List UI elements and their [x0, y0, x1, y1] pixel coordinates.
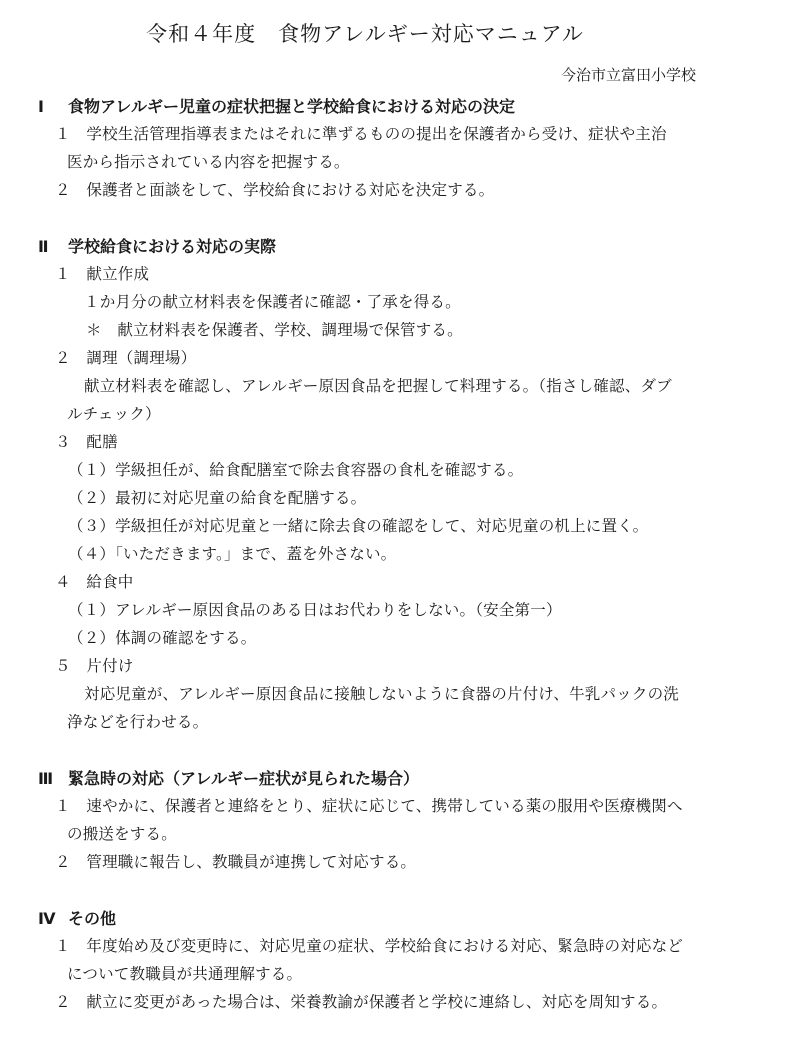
section-line: 献立材料表を確認し、アレルギー原因食品を把握して料理する。（指さし確認、ダブ — [84, 377, 672, 395]
section-line: ２ 保護者と面談をして、学校給食における対応を決定する。 — [55, 181, 495, 199]
section-line: （２）最初に対応児童の給食を配膳する。 — [68, 489, 367, 507]
section-title: その他 — [68, 909, 117, 928]
section-line: ２ 管理職に報告し、教職員が連携して対応する。 — [55, 853, 417, 871]
section-heading-1 — [38, 94, 515, 117]
section-line: １ 年度始め及び変更時に、対応児童の症状、学校給食における対応、緊急時の対応など — [55, 937, 684, 955]
section-line: １か月分の献立材料表を保護者に確認・了承を得る。 — [84, 293, 461, 311]
section-line: （１）学級担任が、給食配膳室で除去食容器の食札を確認する。 — [68, 461, 524, 479]
section-line: ３ 配膳 — [55, 433, 118, 451]
section-number: Ⅰ — [38, 97, 44, 116]
section-line: １ 速やかに、保護者と連絡をとり、症状に応じて、携帯している薬の服用や医療機関へ — [55, 797, 683, 815]
school-name: 今治市立富田小学校 — [560, 66, 696, 84]
section-line: 医から指示されている内容を把握する。 — [67, 153, 350, 171]
section-heading-4 — [38, 906, 116, 929]
section-line: （３）学級担任が対応児童と一緒に除去食の確認をして、対応児童の机上に置く。 — [68, 517, 649, 535]
section-title: 食物アレルギー児童の症状把握と学校給食における対応の決定 — [68, 97, 515, 116]
section-number: Ⅳ — [38, 909, 56, 928]
section-heading-2 — [38, 234, 276, 257]
section-line: 対応児童が、アレルギー原因食品に接触しないように食器の片付け、牛乳パックの洗 — [84, 685, 679, 703]
section-number: Ⅲ — [38, 769, 54, 788]
section-heading-3 — [38, 766, 419, 789]
section-number: Ⅱ — [38, 237, 49, 256]
section-line: （４）「いただきます。」まで、蓋を外さない。 — [68, 545, 397, 563]
section-line: 浄などを行わせる。 — [67, 713, 209, 731]
section-line: （１）アレルギー原因食品のある日はお代わりをしない。（安全第一） — [68, 601, 562, 619]
section-title: 緊急時の対応（アレルギー症状が見られた場合） — [68, 769, 419, 788]
section-line: ＊ 献立材料表を保護者、学校、調理場で保管する。 — [86, 321, 463, 339]
section-line: ５ 片付け — [55, 657, 134, 675]
section-line: ２ 献立に変更があった場合は、栄養教諭が保護者と学校に連絡し、対応を周知する。 — [55, 993, 668, 1011]
section-line: １ 献立作成 — [55, 265, 150, 283]
section-line: １ 学校生活管理指導表またはそれに準ずるものの提出を保護者から受け、症状や主治 — [55, 125, 667, 143]
section-title: 学校給食における対応の実際 — [68, 237, 277, 256]
section-line: の搬送をする。 — [67, 825, 177, 843]
section-line: （２）体調の確認をする。 — [68, 629, 257, 647]
section-line: ２ 調理（調理場） — [55, 349, 197, 367]
section-line: について教職員が共通理解する。 — [67, 965, 303, 983]
document-title: 令和４年度 食物アレルギー対応マニュアル — [146, 22, 584, 46]
section-line: ４ 給食中 — [55, 573, 134, 591]
section-line: ルチェック） — [67, 405, 161, 423]
